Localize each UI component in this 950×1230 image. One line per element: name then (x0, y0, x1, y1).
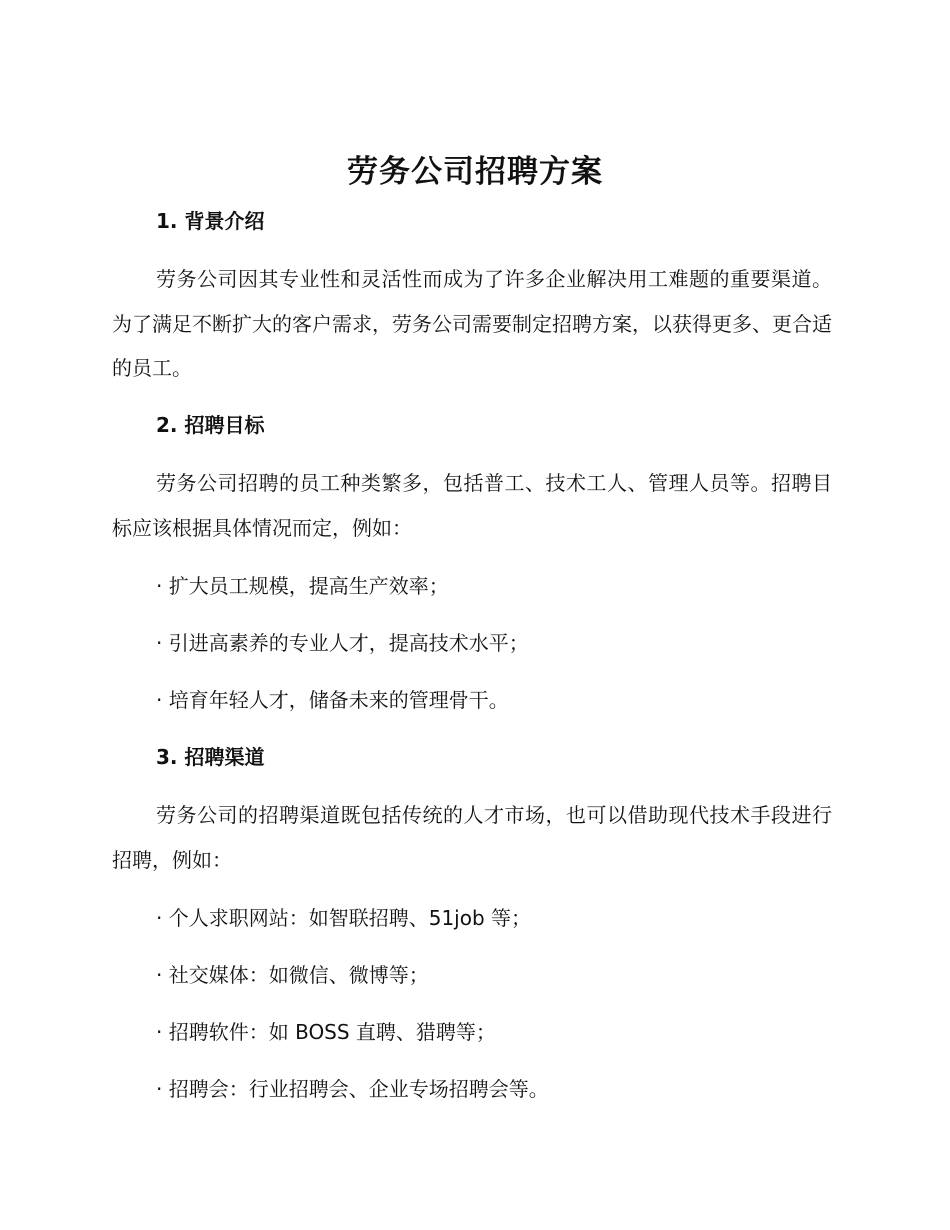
section-paragraph-goals: 劳务公司招聘的员工种类繁多，包括普工、技术工人、管理人员等。招聘目标应该根据具体情况而定，例如： (112, 471, 832, 540)
bullet-item: · 引进高素养的专业人才，提高技术水平； (156, 631, 529, 655)
document-title: 劳务公司招聘方案 (347, 154, 603, 190)
bullet-item: · 社交媒体：如微信、微博等； (156, 963, 429, 987)
bullet-item: · 个人求职网站：如智联招聘、51job 等； (156, 906, 532, 930)
section-heading-background: 1. 背景介绍 (156, 209, 265, 233)
bullet-item: · 招聘会：行业招聘会、企业专场招聘会等。 (156, 1077, 549, 1101)
bullet-item: · 招聘软件：如 BOSS 直聘、猎聘等； (156, 1020, 496, 1044)
bullet-item: · 扩大员工规模，提高生产效率； (156, 574, 449, 598)
bullet-item: · 培育年轻人才，储备未来的管理骨干。 (156, 688, 509, 712)
section-heading-channels: 3. 招聘渠道 (156, 745, 265, 769)
section-paragraph-background: 劳务公司因其专业性和灵活性而成为了许多企业解决用工难题的重要渠道。为了满足不断扩大的客户需求，劳务公司需要制定招聘方案，以获得更多、更合适的员工。 (112, 267, 832, 380)
section-heading-goals: 2. 招聘目标 (156, 413, 265, 437)
section-paragraph-channels: 劳务公司的招聘渠道既包括传统的人才市场，也可以借助现代技术手段进行招聘，例如： (112, 803, 832, 872)
